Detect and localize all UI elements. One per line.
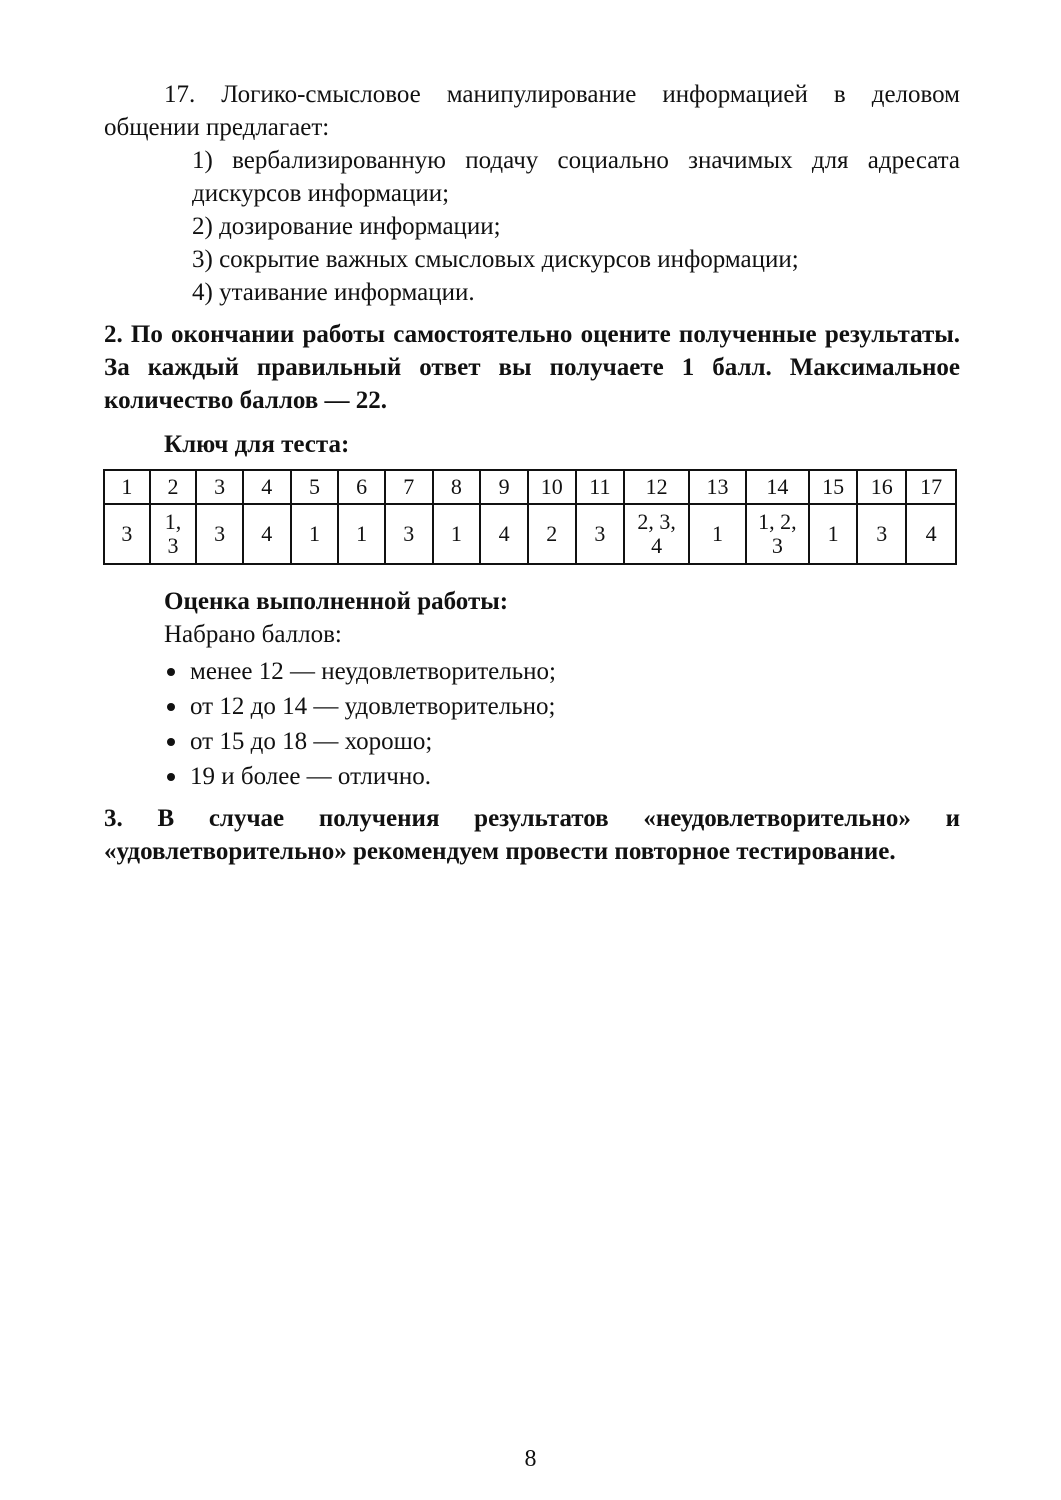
key-header-cell: 11 (576, 470, 625, 504)
key-answer-cell: 1 (809, 504, 858, 564)
key-answer-cell: 1 (291, 504, 339, 564)
page-number: 8 (524, 1446, 537, 1472)
key-header-cell: 1 (104, 470, 150, 504)
key-answer-cell: 1 (338, 504, 385, 564)
answer-key-header-row (104, 470, 956, 504)
key-answer-cell: 3 (104, 504, 150, 564)
section-2-instructions: 2. По окончании работы самостоятельно оцените полученные результаты. За каждый правильный ответ вы получаете 1 балл. Максимальное количество баллов — 22. (104, 321, 960, 414)
key-header-cell: 2 (150, 470, 197, 504)
answer-key-title: Ключ для теста: (164, 431, 350, 458)
key-answer-cell: 1 (689, 504, 746, 564)
key-answer-cell: 3 (385, 504, 433, 564)
question-17-options (192, 144, 960, 309)
option-4: 4) утаивание информации. (192, 279, 475, 306)
key-header-cell: 3 (196, 470, 243, 504)
option-2: 2) дозирование информации; (192, 213, 501, 240)
answer-key-table (103, 469, 957, 565)
key-answer-cell: 1 (433, 504, 481, 564)
evaluation-item: от 15 до 18 — хорошо; (164, 725, 964, 758)
option-3: 3) сокрытие важных смысловых дискурсов информации; (192, 246, 799, 273)
evaluation-block (164, 585, 964, 795)
key-answer-cell: 4 (480, 504, 528, 564)
evaluation-subtitle: Набрано баллов: (164, 621, 342, 648)
evaluation-item: менее 12 — неудовлетворительно; (164, 655, 964, 688)
key-header-cell: 7 (385, 470, 433, 504)
evaluation-item: 19 и более — отлично. (164, 760, 964, 793)
evaluation-item: от 12 до 14 — удовлетворительно; (164, 690, 964, 723)
key-answer-cell: 3 (196, 504, 243, 564)
key-header-cell: 9 (480, 470, 528, 504)
key-header-cell: 16 (857, 470, 906, 504)
key-answer-cell: 2 (528, 504, 576, 564)
key-answer-cell: 1, 3 (150, 504, 197, 564)
question-17-stem: 17. Логико-смысловое манипулирование информацией в деловом общении предлагает: (104, 81, 960, 141)
key-header-cell: 8 (433, 470, 481, 504)
evaluation-title: Оценка выполненной работы: (164, 588, 509, 615)
key-header-cell: 6 (338, 470, 385, 504)
key-answer-cell: 3 (576, 504, 625, 564)
key-header-cell: 17 (906, 470, 956, 504)
option-1: 1) вербализированную подачу социально значимых для адресата дискурсов информации; (192, 147, 960, 207)
key-header-cell: 4 (243, 470, 291, 504)
key-answer-cell: 4 (906, 504, 956, 564)
key-header-cell: 13 (689, 470, 746, 504)
key-answer-cell: 4 (243, 504, 291, 564)
answer-key-values-row (104, 504, 956, 564)
key-header-cell: 12 (624, 470, 689, 504)
key-header-cell: 10 (528, 470, 576, 504)
key-answer-cell: 1, 2, 3 (746, 504, 809, 564)
key-answer-cell: 3 (857, 504, 906, 564)
key-header-cell: 14 (746, 470, 809, 504)
section-3-recommendation: 3. В случае получения результатов «неудовлетворительно» и «удовлетворительно» рекомендуем провести повторное тестирование. (104, 805, 960, 865)
key-header-cell: 5 (291, 470, 339, 504)
evaluation-list (164, 655, 964, 793)
key-header-cell: 15 (809, 470, 858, 504)
key-answer-cell: 2, 3, 4 (624, 504, 689, 564)
